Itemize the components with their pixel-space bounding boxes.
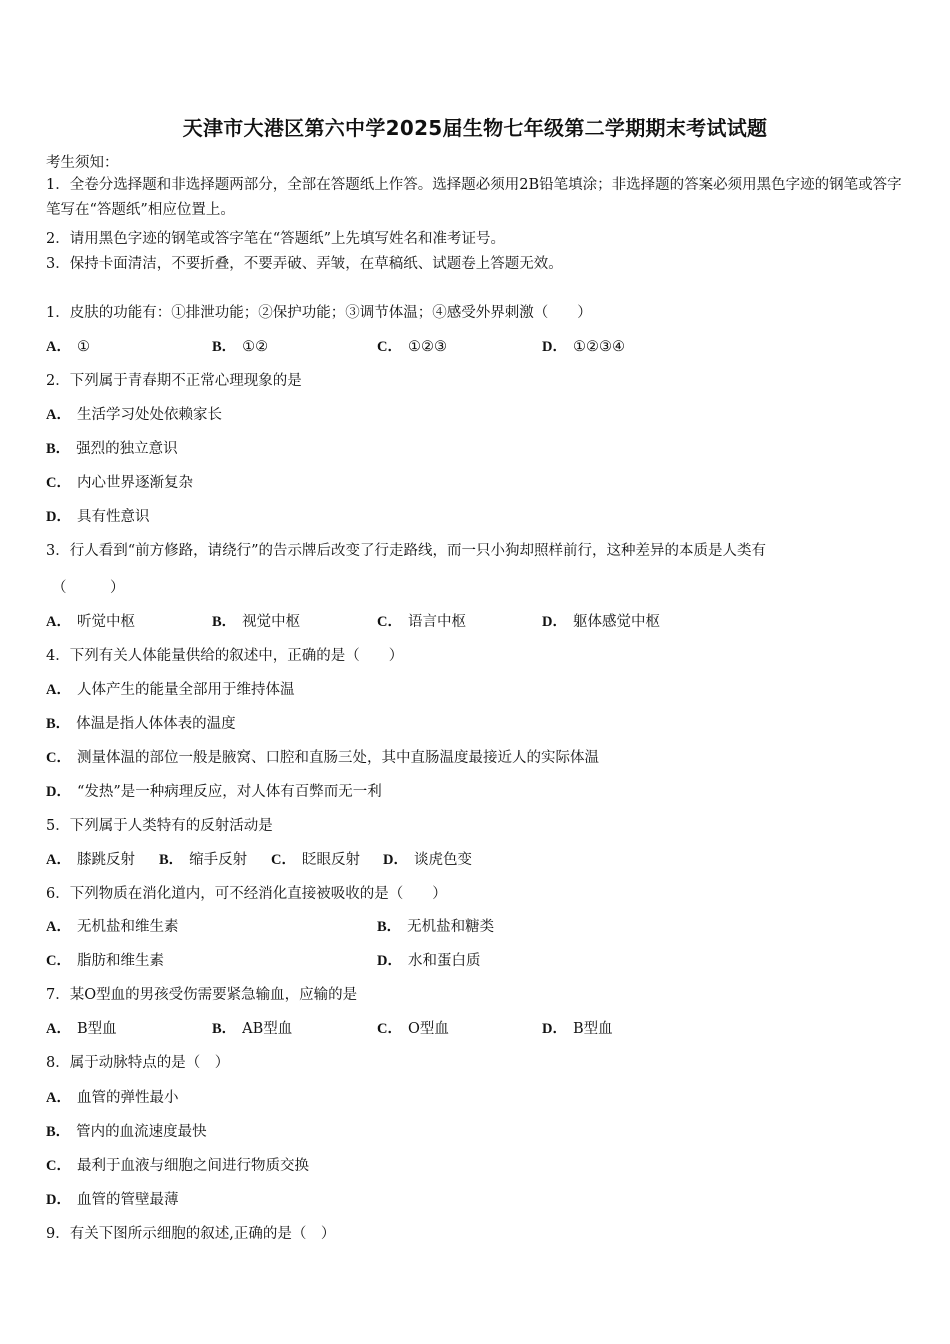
notice-item-2: 2．请用黑色字迹的钢笔或答字笔在“答题纸”上先填写姓名和准考证号。 xyxy=(46,231,506,247)
question-2-option-d[interactable]: D． 具有性意识 xyxy=(46,509,150,525)
question-3-option-d[interactable]: D． 躯体感觉中枢 xyxy=(542,614,660,630)
question-3-option-c[interactable]: C． 语言中枢 xyxy=(377,614,466,630)
page-title: 天津市大港区第六中学2025届生物七年级第二学期期末考试试题 xyxy=(182,116,768,140)
question-2-option-a[interactable]: A． 生活学习处处依赖家长 xyxy=(46,407,222,423)
question-1-option-a[interactable]: A． ① xyxy=(46,339,90,355)
notice-heading: 考生须知： xyxy=(46,155,119,171)
question-6-stem: 6．下列物质在消化道内，可不经消化直接被吸收的是（ ） xyxy=(46,886,447,902)
question-7-stem: 7．某O型血的男孩受伤需要紧急输血，应输的是 xyxy=(46,987,358,1003)
question-7-option-d[interactable]: D． B型血 xyxy=(542,1021,613,1037)
question-6-option-a[interactable]: A． 无机盐和维生素 xyxy=(46,919,179,935)
question-7-option-b[interactable]: B． AB型血 xyxy=(212,1021,293,1037)
question-1-option-d[interactable]: D． ①②③④ xyxy=(542,339,625,355)
question-5-option-b[interactable]: B． 缩手反射 xyxy=(159,852,248,868)
question-6-option-c[interactable]: C． 脂肪和维生素 xyxy=(46,953,164,969)
question-1-stem: 1．皮肤的功能有：①排泄功能；②保护功能；③调节体温；④感受外界刺激（ ） xyxy=(46,305,592,321)
question-8-option-a[interactable]: A． 血管的弹性最小 xyxy=(46,1090,179,1106)
question-1-option-c[interactable]: C． ①②③ xyxy=(377,339,447,355)
question-5-option-a[interactable]: A． 膝跳反射 xyxy=(46,852,135,868)
question-4-option-b[interactable]: B． 体温是指人体体表的温度 xyxy=(46,716,236,732)
question-8-option-c[interactable]: C． 最利于血液与细胞之间进行物质交换 xyxy=(46,1158,309,1174)
question-6-option-b[interactable]: B． 无机盐和糖类 xyxy=(377,919,495,935)
question-8-stem: 8．属于动脉特点的是（ ） xyxy=(46,1055,230,1071)
notice-item-1: 1．全卷分选择题和非选择题两部分，全部在答题纸上作答。选择题必须用2B铅笔填涂；非选择题的答案必须用黑色字迹的钢笔或答字笔写在“答题纸”相应位置上。 xyxy=(46,177,902,218)
question-4-option-c[interactable]: C． 测量体温的部位一般是腋窝、口腔和直肠三处，其中直肠温度最接近人的实际体温 xyxy=(46,750,599,766)
question-5-option-d[interactable]: D． 谈虎色变 xyxy=(383,852,472,868)
notice-item-3: 3．保持卡面清洁，不要折叠，不要弄破、弄皱，在草稿纸、试题卷上答题无效。 xyxy=(46,256,563,272)
question-6-option-d[interactable]: D． 水和蛋白质 xyxy=(377,953,481,969)
question-3-stem: 3．行人看到“前方修路，请绕行”的告示牌后改变了行走路线，而一只小狗却照样前行，这种差异的本质是人类有 xyxy=(46,543,767,559)
question-4-stem: 4．下列有关人体能量供给的叙述中，正确的是（ ） xyxy=(46,648,404,664)
question-3-option-b[interactable]: B． 视觉中枢 xyxy=(212,614,301,630)
question-4-option-a[interactable]: A． 人体产生的能量全部用于维持体温 xyxy=(46,682,295,698)
question-5-option-c[interactable]: C． 眨眼反射 xyxy=(271,852,360,868)
question-7-option-a[interactable]: A． B型血 xyxy=(46,1021,117,1037)
question-2-stem: 2．下列属于青春期不正常心理现象的是 xyxy=(46,373,302,389)
question-8-option-d[interactable]: D． 血管的管壁最薄 xyxy=(46,1192,179,1208)
question-8-option-b[interactable]: B． 管内的血流速度最快 xyxy=(46,1124,207,1140)
question-9-stem: 9．有关下图所示细胞的叙述,正确的是（ ） xyxy=(46,1226,336,1242)
question-4-option-d[interactable]: D． “发热”是一种病理反应，对人体有百弊而无一利 xyxy=(46,784,382,800)
question-5-stem: 5．下列属于人类特有的反射活动是 xyxy=(46,818,273,834)
question-2-option-b[interactable]: B． 强烈的独立意识 xyxy=(46,441,178,457)
question-3-option-a[interactable]: A． 听觉中枢 xyxy=(46,614,135,630)
question-1-option-b[interactable]: B． ①② xyxy=(212,339,269,355)
question-3-blank: （ ） xyxy=(52,580,125,596)
question-7-option-c[interactable]: C． O型血 xyxy=(377,1021,449,1037)
question-2-option-c[interactable]: C． 内心世界逐渐复杂 xyxy=(46,475,193,491)
